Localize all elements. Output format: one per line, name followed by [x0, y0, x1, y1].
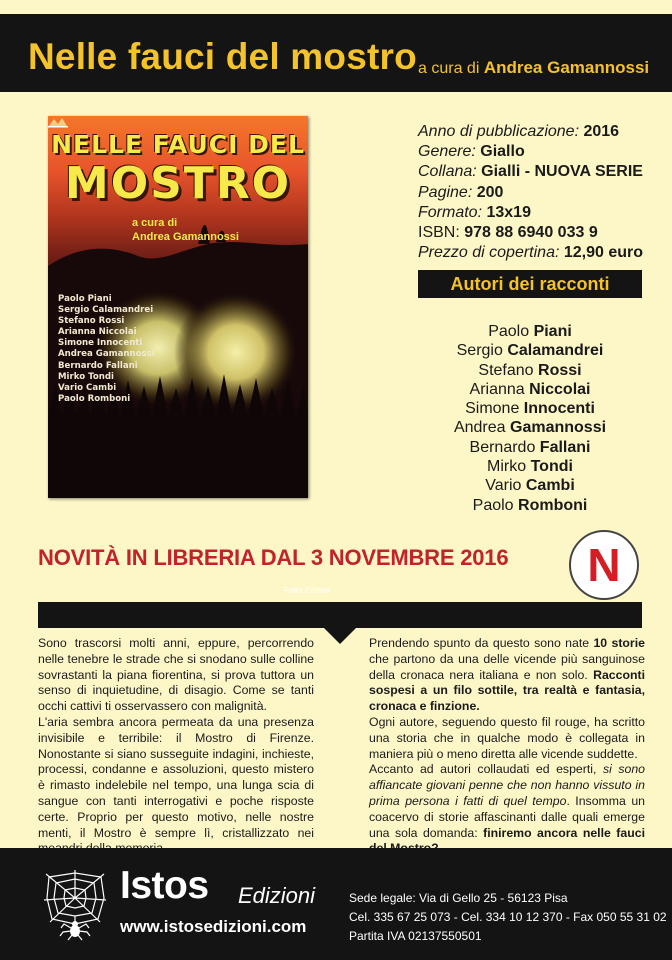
detail-isbn [418, 223, 643, 243]
cover-title-line2: MOSTRO [64, 158, 292, 209]
cover-author: Stefano Rossi [58, 316, 125, 327]
spider-web-icon [44, 870, 106, 942]
authors-section-title: Autori dei racconti [450, 274, 610, 294]
cover-author: Arianna Niccolai [58, 327, 137, 338]
synopsis-paragraph: Sono trascorsi molti anni, eppure, percorrendo nelle tenebre le strade che si snodano sulle colline sovrastanti la piana fiorentina, si prova tuttora un senso di inquietudine, di disagio. Come se tanti occhi cattivi ti osservassero con malignità. [38, 636, 314, 714]
author-last-name: Tondi [530, 458, 573, 476]
author-first-name: Vario [485, 477, 522, 495]
author-item [418, 476, 642, 495]
page-title: Nelle fauci del mostro [28, 36, 417, 77]
author-item [418, 438, 642, 457]
author-last-name: Romboni [518, 496, 588, 514]
detail-label: Pagine: [418, 183, 473, 201]
author-last-name: Fallani [539, 438, 591, 456]
book-details [418, 122, 643, 263]
detail-value: 12,90 euro [563, 244, 644, 262]
synopsis-paragraph [369, 762, 645, 857]
detail-label: Formato: [418, 203, 483, 221]
cover-author-list [58, 294, 155, 405]
text-run: che partono da una delle vicende più sanguinose della cronaca nera italiana e non solo. [369, 651, 645, 682]
synopsis-left-column [38, 636, 314, 857]
detail-value: 978 88 6940 033 9 [464, 224, 598, 242]
text-run-bold: 10 storie [593, 636, 645, 650]
curator-prefix: a cura di [418, 60, 484, 77]
text-run-italic: si sono affiancate giovani penne che non hanno vissuto in prima persona i fatti di quel tempo [369, 762, 646, 808]
cover-author: Simone Innocenti [58, 338, 143, 349]
detail-pages [418, 183, 643, 203]
detail-value: Giallo [480, 143, 525, 161]
synopsis-paragraph [369, 636, 645, 715]
cover-title-line1: NELLE FAUCI DEL [51, 130, 305, 159]
author-first-name: Stefano [478, 361, 534, 379]
authors-list [418, 322, 642, 515]
author-item [418, 341, 642, 360]
author-first-name: Sergio [456, 342, 503, 360]
detail-label: ISBN: [418, 224, 460, 242]
detail-label: Collana: [418, 163, 477, 181]
detail-value: 2016 [583, 123, 620, 140]
synopsis-paragraph: Ogni autore, seguendo questo fil rouge, ha scritto una storia che in qualche modo è collegata in maniera più o meno diretta alle vicende suddette. [369, 714, 645, 761]
detail-format [418, 203, 643, 223]
cover-curator-label: a cura di [132, 217, 178, 229]
detail-value: 200 [476, 183, 504, 201]
brand-name: Istos [120, 864, 209, 907]
text-run-bold: Racconti sospesi a un filo sottile, tra realtà e fantasia, cronaca e finzione. [369, 667, 645, 714]
detail-genre [418, 142, 643, 162]
author-first-name: Andrea [453, 419, 506, 437]
brand-subtitle: Edizioni [238, 883, 316, 908]
author-last-name: Rossi [538, 361, 582, 379]
cover-author: Sergio Calamandrei [58, 305, 154, 316]
detail-year [418, 122, 643, 142]
author-last-name: Piani [533, 323, 572, 340]
cover-author: Vario Cambi [58, 382, 117, 393]
author-last-name: Niccolai [529, 380, 591, 398]
divider-notch [323, 627, 357, 644]
author-item [418, 399, 642, 418]
author-first-name: Simone [465, 400, 520, 418]
phone-line: Cel. 335 67 25 073 - Cel. 334 10 12 370 - Fax 050 55 31 02 [349, 910, 667, 924]
detail-label: Genere: [418, 143, 476, 161]
cover-author: Paolo Romboni [58, 393, 131, 404]
author-item [418, 361, 642, 380]
novelty-badge-letter: N [587, 539, 621, 591]
header-band [0, 14, 672, 92]
curator-name: Andrea Gamannossi [483, 58, 650, 77]
author-item [418, 457, 642, 476]
cover-author: Mirko Tondi [58, 371, 114, 382]
cover-curator-name: Andrea Gamannossi [132, 231, 239, 243]
text-run: Accanto ad autori collaudati ed esperti, [369, 762, 603, 777]
detail-price [418, 243, 643, 263]
text-run-bold: finiremo ancora nelle fauci [483, 825, 645, 840]
author-item [418, 380, 642, 399]
author-item [418, 496, 642, 515]
curator-line [418, 58, 649, 78]
website-link[interactable]: www.istosedizioni.com [120, 917, 307, 936]
author-last-name: Cambi [525, 477, 575, 495]
text-run: Prendendo spunto da questo sono nate [369, 636, 594, 650]
author-last-name: Innocenti [523, 400, 595, 418]
author-item [418, 322, 642, 341]
author-last-name: Gamannossi [510, 419, 607, 437]
publisher-logo-icon [48, 116, 68, 128]
release-announcement: NOVITÀ IN LIBRERIA DAL 3 NOVEMBRE 2016 [38, 545, 509, 570]
detail-label: Anno di pubblicazione: [418, 123, 580, 140]
author-first-name: Mirko [487, 458, 527, 476]
detail-label: Prezzo di copertina: [418, 244, 560, 262]
text-run: . Insomma un coacervo di storie affascinanti dalle quali emerge una sola domanda: [369, 793, 645, 840]
address-line: Sede legale: Via di Gello 25 - 56123 Pisa [349, 891, 568, 905]
detail-value: Gialli - NUOVA SERIE [481, 163, 643, 181]
synopsis-paragraph: L'aria sembra ancora permeata da una presenza invisibile e terribile: il Mostro di Firenze. Nonostante si siano susseguite indagini, inchieste, processi, condanne e assoluzioni, questo mistero è rimasto indelebile nel tempo, una lunga scia di sangue con tanti interrogativi e poche risposte certe. Proprio per questo motivo, nelle nostre menti, il Mostro è sempre lì, cristallizzato nei [38, 714, 314, 840]
footer-band [0, 848, 672, 960]
cover-author: Andrea Gamannossi [58, 349, 155, 360]
detail-value: 13x19 [486, 203, 531, 221]
author-item [418, 418, 642, 437]
synopsis-right-column [369, 636, 645, 857]
novelty-badge [569, 530, 639, 600]
author-last-name: Calamandrei [507, 342, 604, 360]
authors-section-header [418, 270, 642, 298]
cover-author: Paolo Piani [58, 294, 112, 304]
author-first-name: Bernardo [469, 438, 536, 456]
author-first-name: Paolo [488, 323, 530, 340]
publisher-name: Felici Editore [284, 586, 331, 595]
detail-series [418, 162, 643, 182]
section-divider [38, 602, 642, 628]
cover-author: Bernardo Fallani [58, 360, 138, 371]
vat-line: Partita IVA 02137550501 [349, 929, 482, 943]
author-first-name: Paolo [472, 496, 514, 514]
author-first-name: Arianna [469, 380, 525, 398]
